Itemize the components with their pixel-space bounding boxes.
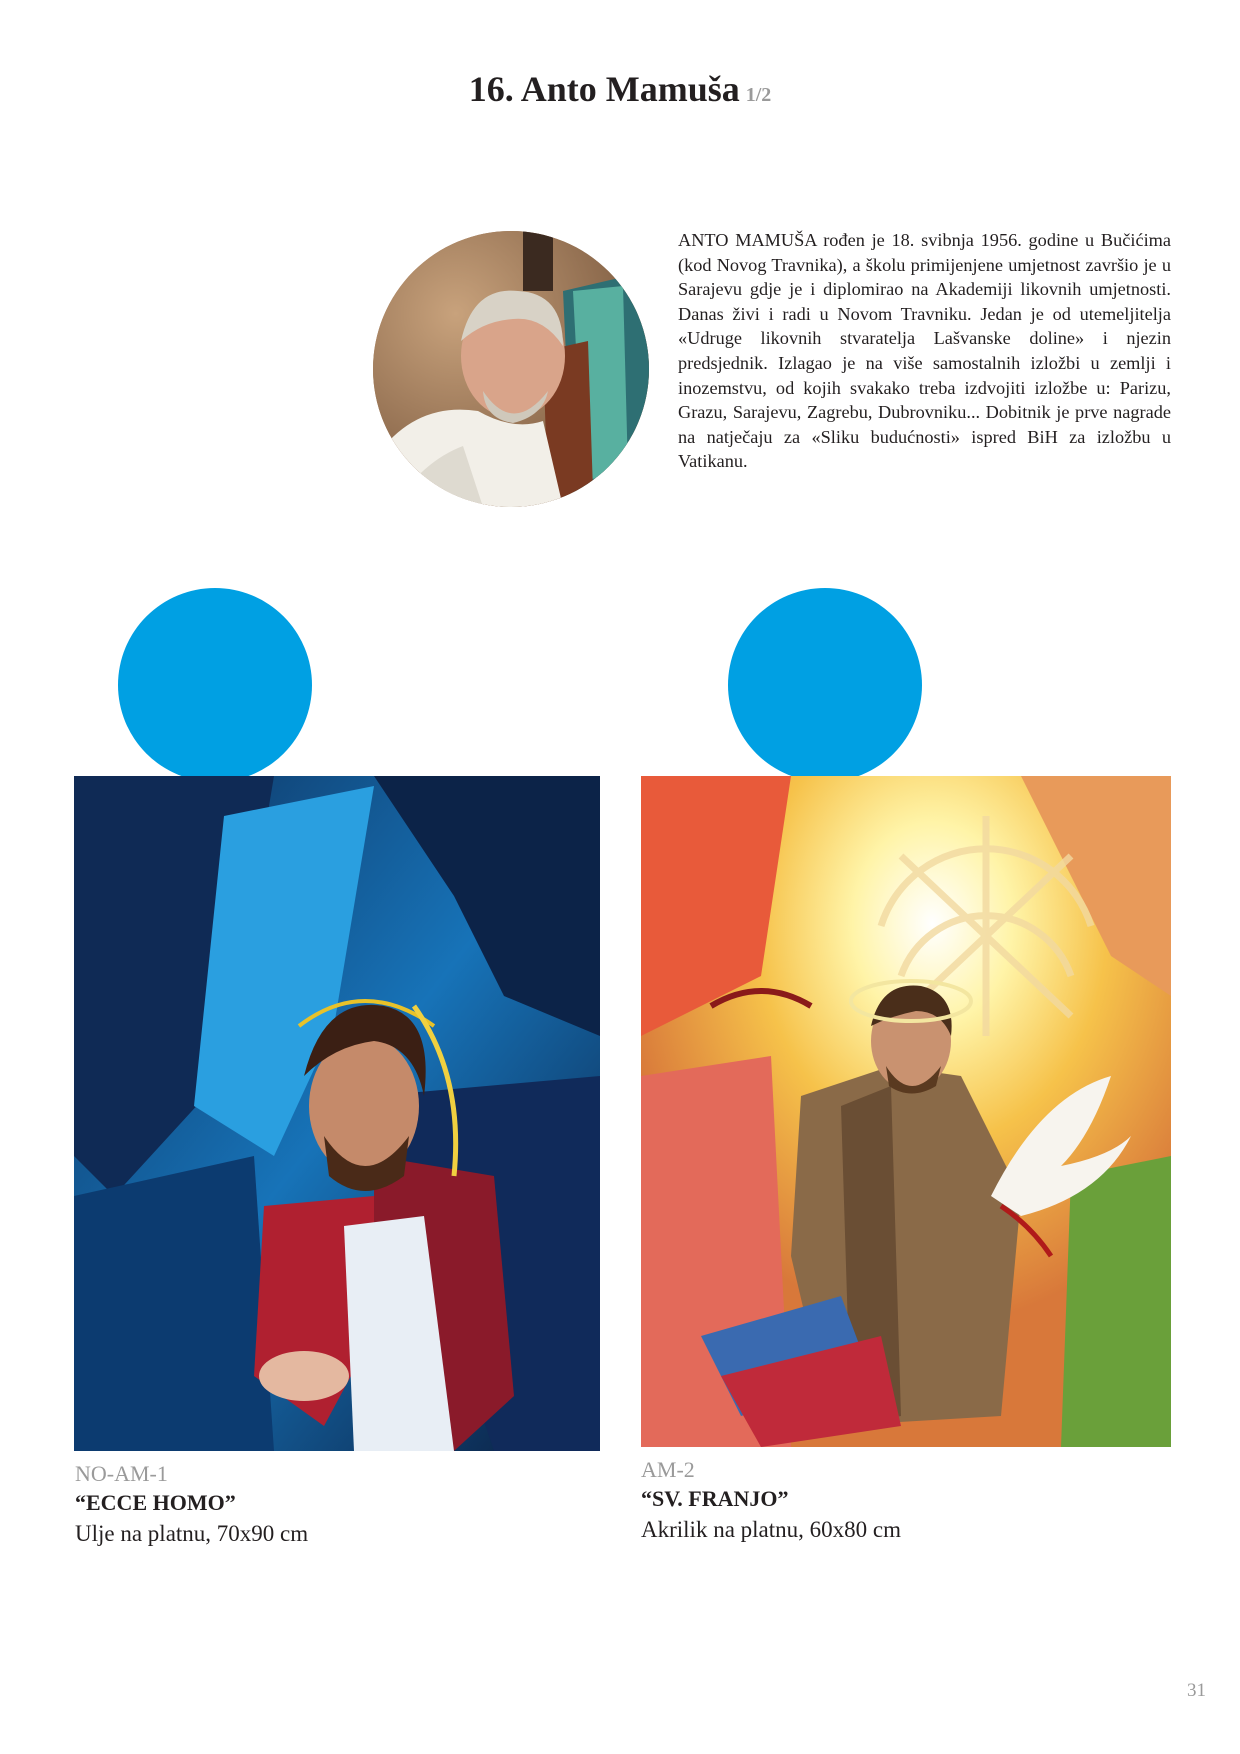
artwork-medium: Ulje na platnu, 70x90 cm — [75, 1521, 309, 1546]
artist-heading: 16. Anto Mamuša — [468, 69, 740, 109]
part-indicator: 1/2 — [745, 84, 772, 106]
artist-portrait — [373, 231, 649, 507]
marker-dot — [118, 588, 312, 782]
artwork-title: “SV. FRANJO” — [641, 1486, 789, 1511]
painting-sv-franjo — [641, 776, 1171, 1447]
painting-ecce-homo — [74, 776, 600, 1451]
artwork-caption — [75, 1460, 308, 1550]
artwork-code: NO-AM-1 — [75, 1461, 168, 1486]
marker-dot — [728, 588, 922, 782]
artwork-title: “ECCE HOMO” — [75, 1490, 236, 1515]
page-title — [0, 68, 1240, 110]
artwork-medium: Akrilik na platnu, 60x80 cm — [641, 1517, 901, 1542]
page-number: 31 — [1187, 1680, 1206, 1701]
artwork-caption — [641, 1456, 901, 1546]
artist-biography: ANTO MAMUŠA rođen je 18. svibnja 1956. godine u Bučićima (kod Novog Travnika), a školu primijenjene umjetnost završio je u Sarajevu gdje je i diplomirao na Akademiji likovnih umjetnosti. Danas živi i radi u Novom Travniku. Jedan je od utemeljitelja «Udruge likovnih stvaratelja Lašvanske doline» i njezin predsjednik. Izlagao je na više samostalnih izložbi u zemlji i inozemstvu, od kojih svakako treba izdvojiti izložbe u: Parizu, Grazu, Sarajevu, Zagrebu, Dubrovniku... Dobitnik je prve nagrade na natječaju za «Sliku budućnosti» ispred BiH za izložbu u Vatikanu. — [678, 230, 1171, 472]
artwork-code: AM-2 — [641, 1457, 695, 1482]
